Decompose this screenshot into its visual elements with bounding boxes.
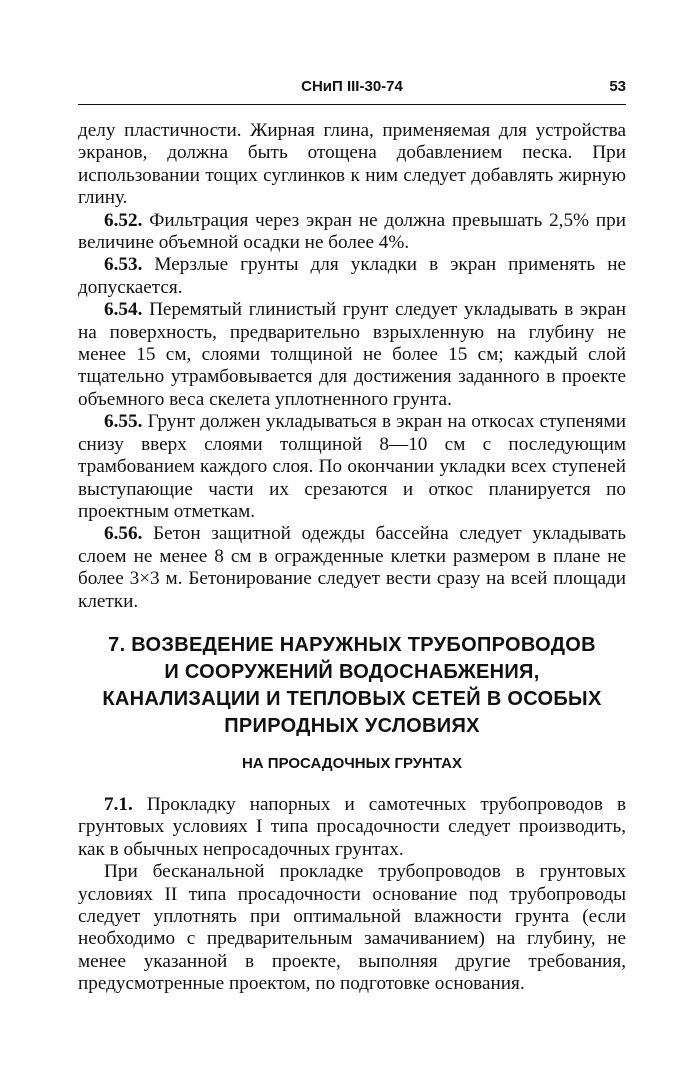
- clause-number: 6.53.: [104, 254, 143, 276]
- chapter-heading-line: ПРИРОДНЫХ УСЛОВИЯХ: [224, 715, 480, 737]
- continuation-paragraph: делу пластичности. Жирная глина, применяемая для устройства экранов, должна быть отощена добавлением песка. При использовании тощих суглинков к ним следует добавлять жирную глину.: [78, 120, 626, 209]
- clause-6-53: [78, 254, 626, 299]
- clause-6-54: [78, 299, 626, 411]
- chapter-heading: [78, 632, 626, 740]
- clause-text: Грунт должен укладываться в экран на откосах ступенями снизу вверх слоями толщиной 8—10 см с последующим трамбованием каждого слоя. По окончании укладки всех ступеней выступающие части их срезаются и откос планируется по проектным отметкам.: [78, 411, 626, 522]
- clause-number: 6.56.: [104, 523, 143, 545]
- chapter-heading-line: КАНАЛИЗАЦИИ И ТЕПЛОВЫХ СЕТЕЙ В ОСОБЫХ: [102, 688, 602, 710]
- clause-7-1-paragraph-2: При бесканальной прокладке трубопроводов в грунтовых условиях II типа просадочности основание под трубопроводы следует уплотнять при оптимальной влажности грунта (если необходимо с предварительным замачиванием) на глубину, не менее указанной в проекте, выполняя другие требования, предусмотренные проектом, по подготовке основания.: [78, 861, 626, 995]
- clause-6-55: [78, 411, 626, 523]
- header-title: СНиП III-30-74: [301, 78, 403, 95]
- chapter-heading-line: И СООРУЖЕНИЙ ВОДОСНАБЖЕНИЯ,: [164, 661, 540, 683]
- clause-number: 6.55.: [104, 411, 143, 433]
- clause-text: Перемятый глинистый грунт следует укладывать в экран на поверхность, предварительно взрыхленную на глубину не менее 15 см, слоями толщиной не более 15 см; каждый слой тщательно утрамбовывается для достижения заданного в проекте объемного веса скелета уплотненного грунта.: [78, 299, 626, 410]
- clause-number: 6.52.: [104, 209, 143, 231]
- clause-text: Прокладку напорных и самотечных трубопроводов в грунтовых условиях I типа просадочности следует производить, как в обычных непросадочных грунтах.: [78, 794, 627, 860]
- clause-number: 7.1.: [104, 794, 133, 815]
- clause-text: Бетон защитной одежды бассейна следует укладывать слоем не менее 8 см в огражденные клетки размером в плане не более 3×3 м. Бетонирование следует вести сразу на всей площади клетки.: [78, 523, 626, 612]
- clause-6-56: [78, 523, 626, 613]
- chapter-heading-line: 7. ВОЗВЕДЕНИЕ НАРУЖНЫХ ТРУБОПРОВОДОВ: [108, 634, 596, 656]
- section-6-text: [78, 120, 626, 613]
- clause-text: Фильтрация через экран не должна превышать 2,5% при величине объемной осадки не более 4%.: [78, 209, 626, 254]
- page-number: 53: [609, 78, 626, 95]
- clause-6-52: [78, 210, 626, 255]
- section-7-text: [78, 794, 626, 996]
- subsection-heading: НА ПРОСАДОЧНЫХ ГРУНТАХ: [241, 755, 463, 772]
- clause-text: Мерзлые грунты для укладки в экран применять не допускается.: [78, 254, 626, 298]
- running-header: [78, 78, 626, 100]
- clause-number: 6.54.: [104, 299, 143, 321]
- clause-7-1: [78, 794, 626, 861]
- header-rule: [78, 104, 626, 105]
